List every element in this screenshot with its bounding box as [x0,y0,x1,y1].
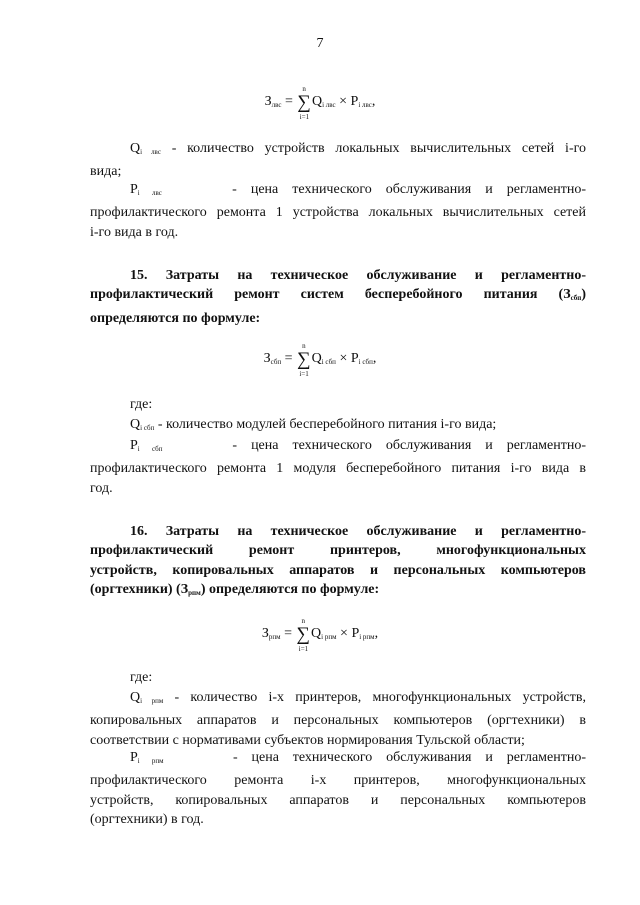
formula-lhs: З [261,626,269,641]
q-symbol: Q [311,94,323,109]
q-sub: i лвс [322,101,336,109]
def-symbol-sub: i рпм [137,757,164,765]
heading-text: определяются по формуле: [90,310,261,326]
heading-text: профилактический ремонт принтеров, многофункциональных [90,543,586,559]
def-text: (оргтехники) в год. [90,811,204,827]
sum-upper: n [302,342,306,350]
def-symbol-sub: i лвс [137,189,162,197]
formula-tail: , [371,94,376,109]
def-symbol: P [130,750,138,765]
section-16-heading [90,522,586,603]
heading-sub: сбп [570,294,582,303]
equals-sign: = [284,94,293,109]
def-text: - количество устройств локальных вычислительных сетей i-го [171,141,586,156]
def-text: - цена технического обслуживания и регламентно- [232,182,587,197]
formula-tail: , [372,351,377,366]
sigma-sum-icon: ∑ n i=1 [296,624,310,646]
def-symbol-sub: i рпм [140,697,164,705]
q-symbol: Q [311,351,322,366]
sum-lower: i=1 [299,370,309,378]
def-symbol-sub: i сбп [140,424,155,432]
def-symbol: Q [130,417,141,432]
def-text: копировальных аппаратов и персональных компьютеров (оргтехники) в [90,713,586,729]
times-sign: × [340,626,348,641]
times-sign: × [339,351,348,366]
sum-lower: i=1 [298,645,309,653]
q-symbol: Q [311,626,322,641]
formula-lhs-sub: сбп [270,358,282,366]
def-text: - цена технического обслуживания и регламентно- [232,750,586,765]
definition-p-rpm [90,748,586,829]
where-label [90,668,586,687]
heading-text: 15. Затраты на техническое обслуживание и регламентно- [130,268,586,283]
p-symbol: P [351,626,360,641]
where-text: где: [130,670,153,685]
def-symbol: P [130,182,138,197]
def-text: i-го вида в год. [90,224,179,240]
def-text: профилактического ремонта 1 модуля бесперебойного питания i-го вида в [90,461,586,477]
def-text: устройств, копировальных аппаратов и персональных компьютеров [90,792,586,808]
def-text: - цена технического обслуживания и регламентно- [232,438,587,453]
definition-p-lvs [90,180,586,242]
def-symbol-sub: i сбп [137,445,163,453]
def-text: - количество модулей бесперебойного питания i-го вида; [157,417,497,432]
definition-p-sbp [90,436,586,498]
sum-upper: n [302,85,306,93]
sum-lower: i=1 [299,113,310,121]
def-text: год. [90,480,113,496]
def-text: профилактического ремонта i-х принтеров, многофункциональных [90,773,586,789]
heading-text: устройств, копировальных аппаратов и персональных компьютеров [90,562,586,578]
section-15-heading [90,266,586,328]
sigma-sum-icon: ∑ n i=1 [297,349,311,371]
heading-text: ) [581,287,586,303]
p-symbol: P [350,351,359,366]
where-text: где: [130,397,153,412]
formula-lhs-sub: лвс [271,101,282,109]
formula-tail: , [374,626,379,641]
definition-q-rpm [90,688,586,750]
def-text: профилактического ремонта 1 устройства локальных вычислительных сетей [90,205,586,221]
p-sub: i сбп [358,358,373,366]
def-symbol: P [130,438,138,453]
heading-text: (оргтехники) (З [90,581,189,597]
q-sub: i рпм [321,633,337,641]
where-label [90,395,586,414]
definition-q-lvs [90,139,586,182]
formula-lvs [0,85,640,121]
p-sub: i лвс [358,101,372,109]
formula-lhs: З [264,94,272,109]
def-symbol: Q [130,690,141,705]
formula-rpm [0,617,640,653]
def-symbol: Q [130,141,141,156]
heading-text: ) определяются по формуле: [200,581,380,597]
sum-upper: n [301,617,305,625]
sigma-sum-icon: ∑ n i=1 [297,92,311,114]
p-sub: i рпм [359,633,375,641]
def-symbol-sub: i лвс [140,148,161,156]
equals-sign: = [284,626,292,641]
def-text: соответствии с нормативами субъектов нормирования Тульской области; [90,732,525,748]
formula-sbp [0,342,640,378]
def-text: вида; [90,164,122,180]
heading-text: профилактический ремонт систем бесперебойного питания (З [90,287,571,303]
formula-lhs-sub: рпм [268,633,281,641]
times-sign: × [339,94,348,109]
q-sub: i сбп [321,358,336,366]
heading-text: 16. Затраты на техническое обслуживание и регламентно- [130,524,586,539]
heading-sub: рпм [188,588,201,597]
definition-q-sbp [90,415,586,438]
equals-sign: = [284,351,293,366]
def-text: - количество i-х принтеров, многофункциональных устройств, [174,690,586,705]
p-symbol: P [350,94,359,109]
formula-lhs: З [263,351,271,366]
page-number: 7 [316,36,324,51]
